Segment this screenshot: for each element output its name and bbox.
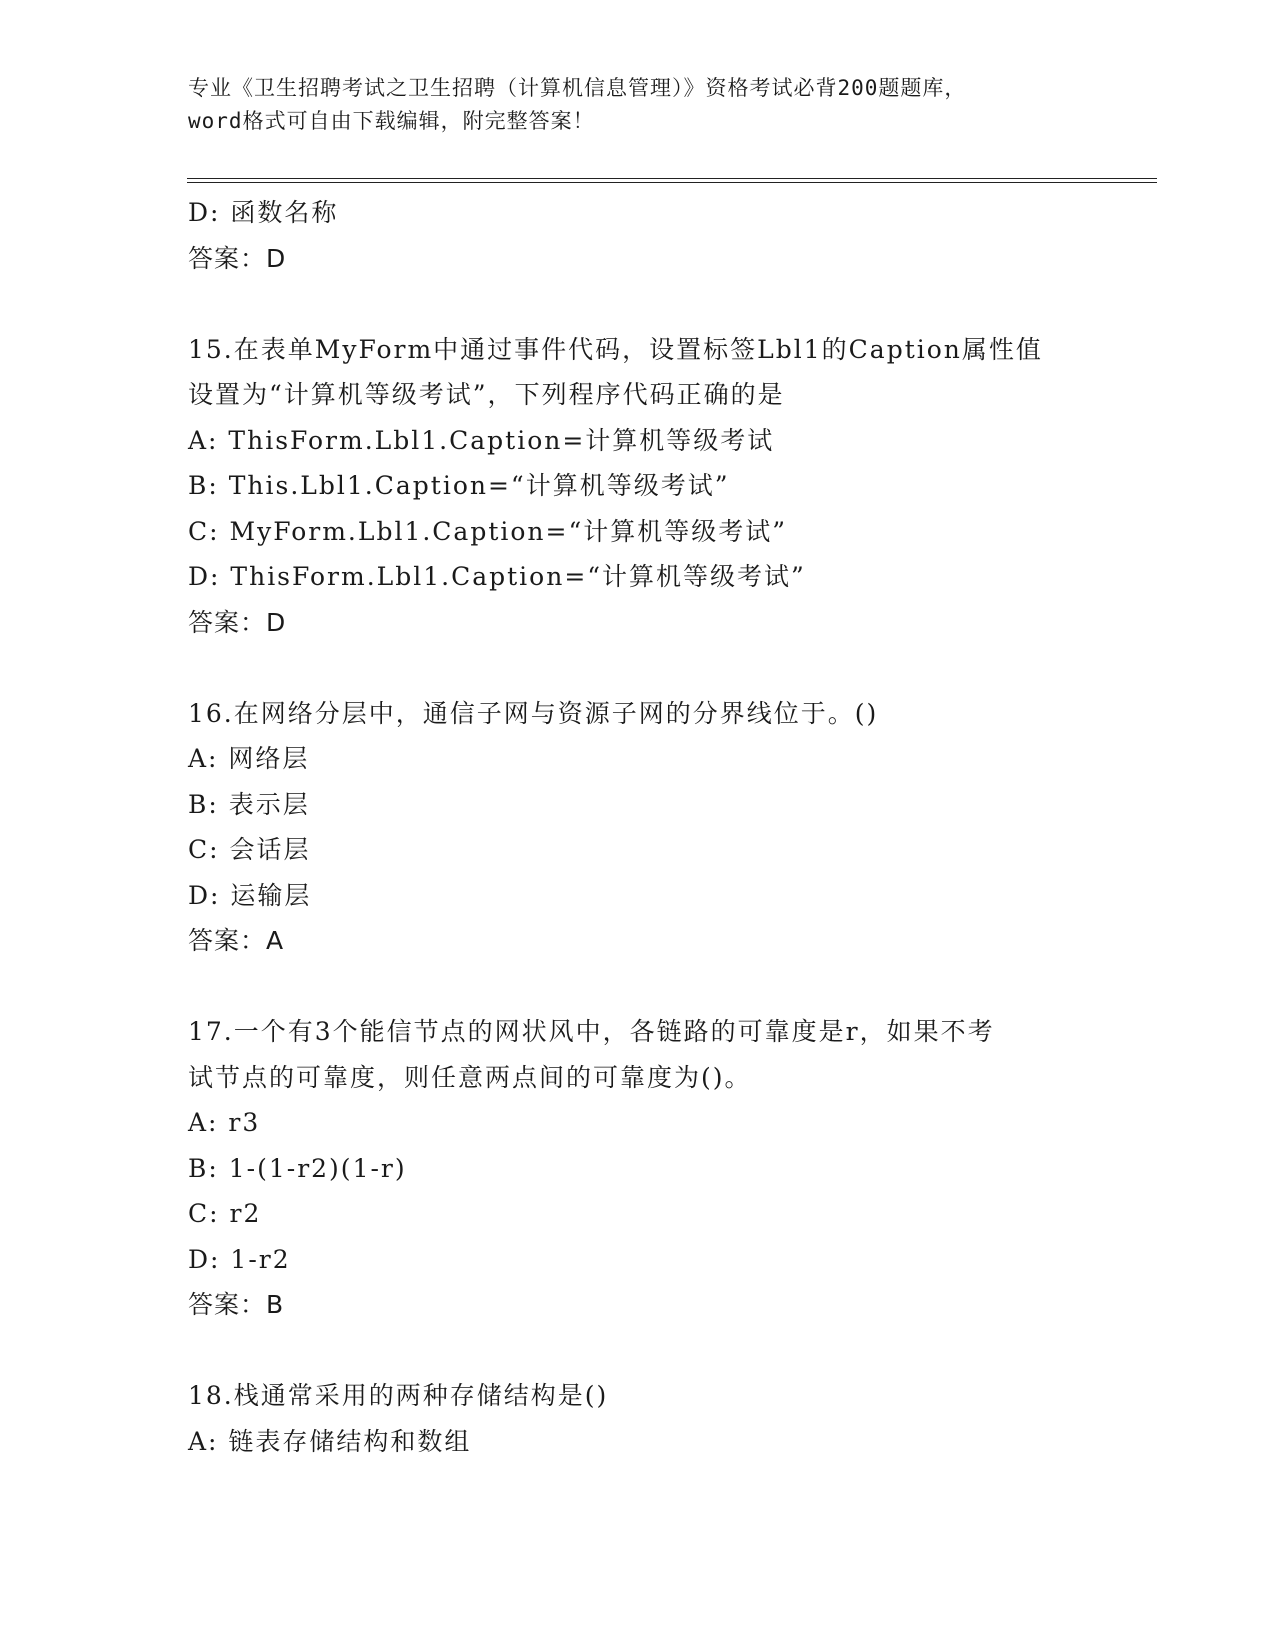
question-stem: 18.栈通常采用的两种存储结构是() bbox=[188, 1381, 609, 1410]
question-stem: 15.在表单MyForm中通过事件代码，设置标签Lbl1的Caption属性值 bbox=[188, 334, 1043, 364]
spacer bbox=[188, 964, 1118, 1010]
option-a: A: r3 bbox=[188, 1108, 261, 1137]
option-c: C: 会话层 bbox=[188, 835, 311, 864]
question-18 bbox=[188, 1373, 1118, 1464]
document-header bbox=[188, 72, 1088, 138]
question-15 bbox=[188, 327, 1118, 646]
option-b: B: This.Lbl1.Caption=“计算机等级考试” bbox=[188, 471, 730, 500]
spacer bbox=[188, 645, 1118, 691]
question-stem-continued: 设置为“计算机等级考试”，下列程序代码正确的是 bbox=[188, 380, 785, 409]
answer-line: 答案：D bbox=[188, 243, 287, 273]
question-stem: 17.一个有3个能信节点的网状风中，各链路的可靠度是r，如果不考 bbox=[188, 1017, 995, 1046]
header-title-line-2: word格式可自由下载编辑，附完整答案！ bbox=[188, 109, 595, 133]
question-14-tail bbox=[188, 190, 1118, 281]
option-b: B: 表示层 bbox=[188, 789, 310, 819]
question-stem-continued: 试节点的可靠度，则任意两点间的可靠度为()。 bbox=[188, 1062, 752, 1092]
option-d: D: 运输层 bbox=[188, 880, 312, 910]
option-c: C: r2 bbox=[188, 1199, 262, 1228]
option-d: D: 函数名称 bbox=[188, 198, 339, 227]
question-list bbox=[188, 190, 1118, 1464]
question-stem: 16.在网络分层中，通信子网与资源子网的分界线位于。() bbox=[188, 698, 879, 728]
answer-line: 答案：D bbox=[188, 607, 287, 637]
spacer bbox=[188, 1328, 1118, 1374]
spacer bbox=[188, 281, 1118, 327]
option-b: B: 1-(1-r2)(1-r) bbox=[188, 1153, 407, 1183]
header-divider bbox=[187, 178, 1157, 183]
option-a: A: 网络层 bbox=[188, 744, 310, 773]
answer-line: 答案：A bbox=[188, 926, 285, 955]
option-a: A: ThisForm.Lbl1.Caption=计算机等级考试 bbox=[188, 425, 775, 455]
question-16 bbox=[188, 691, 1118, 964]
header-title-line-1: 专业《卫生招聘考试之卫生招聘（计算机信息管理）》资格考试必背200题题库， bbox=[188, 76, 967, 100]
option-d: D: ThisForm.Lbl1.Caption=“计算机等级考试” bbox=[188, 562, 806, 591]
option-c: C: MyForm.Lbl1.Caption=“计算机等级考试” bbox=[188, 516, 788, 546]
option-d: D: 1-r2 bbox=[188, 1244, 291, 1274]
answer-line: 答案：B bbox=[188, 1290, 285, 1319]
option-a: A: 链表存储结构和数组 bbox=[188, 1426, 472, 1456]
question-17 bbox=[188, 1009, 1118, 1328]
